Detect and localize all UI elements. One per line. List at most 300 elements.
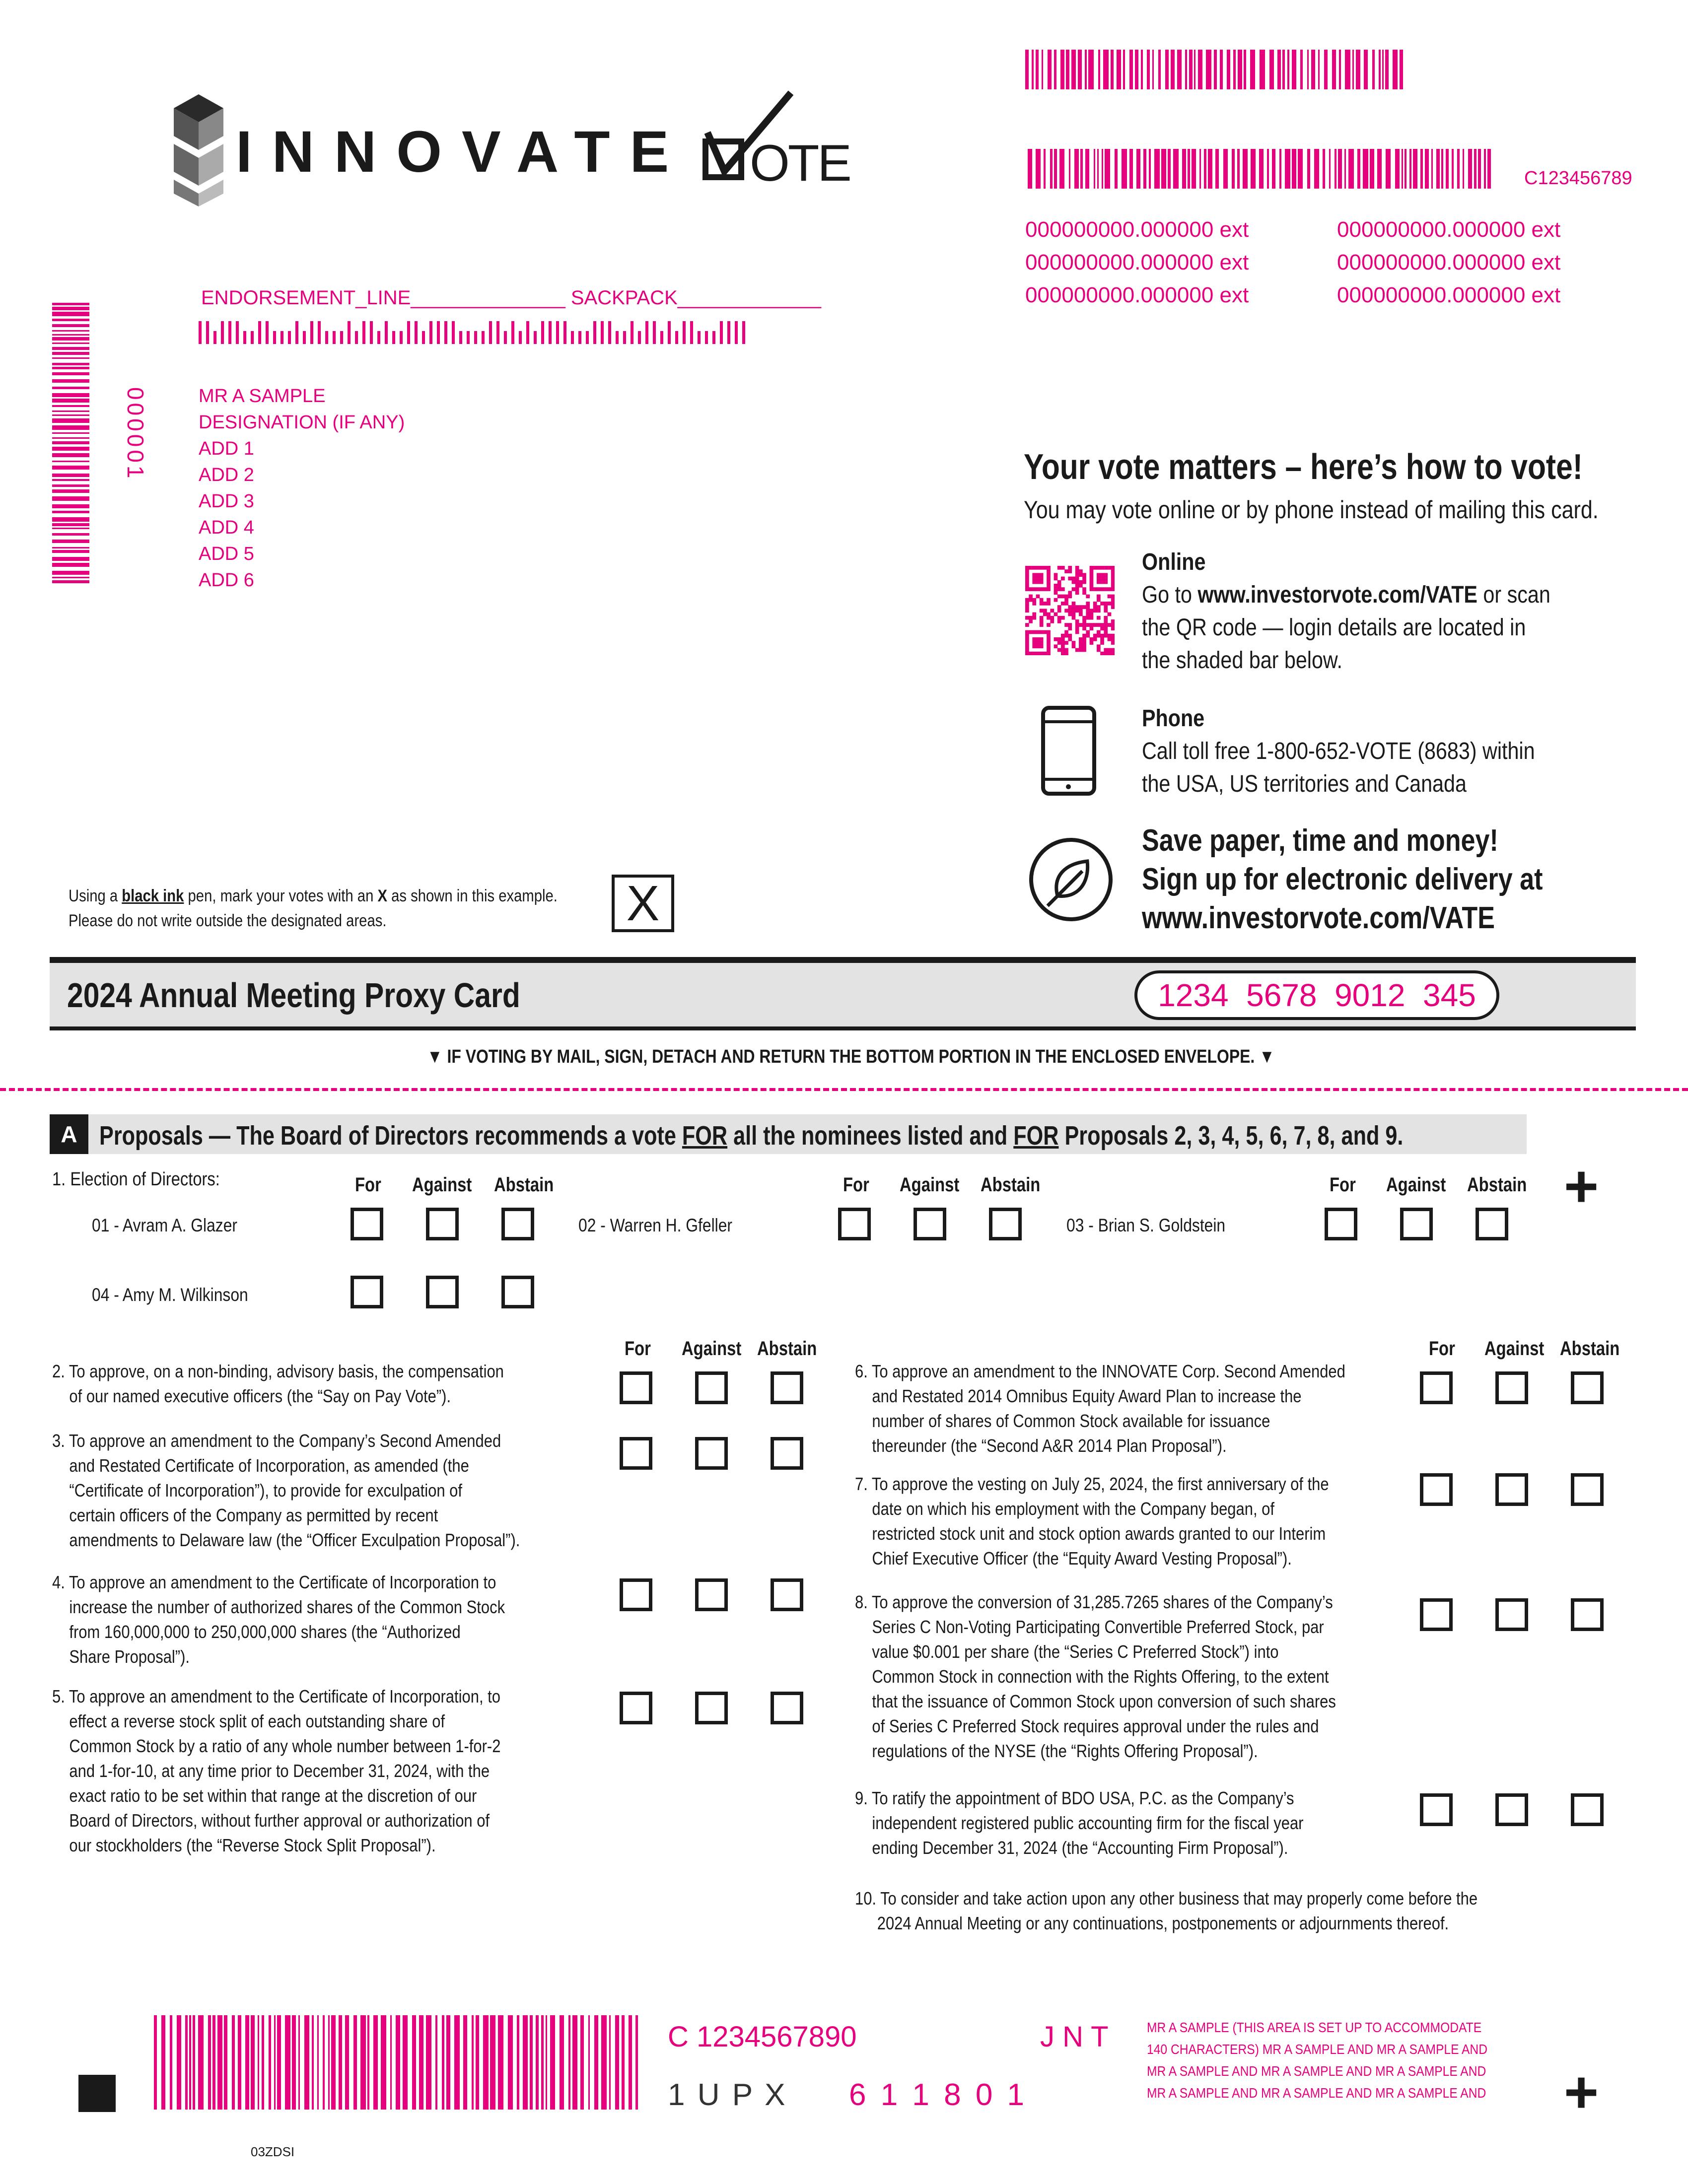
proposal-5 — [52, 1684, 543, 1858]
barcode-bar — [1032, 50, 1034, 89]
barcode-bar — [588, 2015, 590, 2110]
nominee-04-against-checkbox[interactable] — [426, 1276, 459, 1308]
barcode-bar — [1298, 149, 1303, 189]
barcode-bar — [339, 2015, 342, 2110]
nominee-02-for-checkbox[interactable] — [838, 1208, 871, 1240]
postal-bar — [675, 331, 678, 344]
qr-module — [1082, 644, 1086, 648]
proposal-line: increase the number of authorized shares of the Common Stock — [69, 1597, 505, 1617]
qr-module — [1061, 648, 1065, 652]
vertical-bar — [52, 425, 89, 430]
barcode-bar — [1468, 149, 1472, 189]
vertical-bar — [52, 496, 89, 501]
postal-bar — [504, 331, 507, 344]
vertical-bar — [52, 523, 89, 526]
qr-module — [1072, 577, 1076, 581]
proposal-line: “Certificate of Incorporation”), to provide for exculpation of — [69, 1480, 462, 1501]
barcode-bar — [1332, 50, 1336, 89]
qr-module — [1111, 626, 1115, 630]
proposal-line: date on which his employment with the Company began, of — [872, 1499, 1274, 1519]
header-against: Against — [412, 1174, 472, 1196]
postal-bar — [526, 321, 529, 344]
qr-module — [1040, 623, 1044, 627]
qr-module — [1032, 580, 1036, 584]
proposal-line: from 160,000,000 to 250,000,000 shares (the “Authorized — [69, 1622, 461, 1642]
header-for: For — [1429, 1338, 1455, 1360]
header-for: For — [355, 1174, 381, 1196]
barcode-bar — [1223, 149, 1228, 189]
title-part: Proposals 2, 3, 4, 5, 6, 7, 8, and 9. — [1058, 1121, 1404, 1151]
paper-line: Save paper, time and money! — [1142, 823, 1498, 858]
nominee-03-abstain-checkbox[interactable] — [1476, 1208, 1508, 1240]
qr-module — [1100, 580, 1104, 584]
postal-bar — [206, 321, 209, 344]
barcode-bar — [1370, 149, 1374, 189]
qr-module — [1097, 644, 1101, 648]
qr-module — [1100, 566, 1104, 570]
qr-module — [1086, 616, 1090, 620]
postal-bar — [310, 321, 313, 344]
barcode-bar — [1199, 149, 1201, 189]
proposal-5-abstain-checkbox[interactable] — [771, 1692, 803, 1724]
proposal-line: restricted stock unit and stock option awards granted to our Interim — [872, 1523, 1326, 1544]
proposal-line: thereunder (the “Second A&R 2014 Plan Proposal”). — [872, 1435, 1227, 1456]
barcode-bar — [609, 2015, 611, 2110]
barcode-bar — [1066, 50, 1069, 89]
nominee-name: 02 - Warren H. Gfeller — [578, 1215, 733, 1235]
vertical-bar — [52, 357, 89, 359]
how-to-vote-subheading: You may vote online or by phone instead of mailing this card. — [1024, 496, 1599, 524]
qr-module — [1025, 641, 1029, 645]
proposal-3-against-checkbox[interactable] — [695, 1437, 728, 1470]
vertical-bar — [52, 461, 89, 462]
postal-bar — [415, 321, 418, 344]
postal-bar — [325, 331, 328, 344]
proposal-2-for-checkbox[interactable] — [620, 1371, 652, 1404]
barcode-bar — [1115, 149, 1118, 189]
qr-module — [1108, 648, 1112, 652]
qr-module — [1075, 566, 1079, 570]
proposal-8-against-checkbox[interactable] — [1495, 1598, 1528, 1631]
barcode-bar — [1344, 149, 1346, 189]
vertical-bar — [52, 447, 89, 451]
qr-module — [1068, 634, 1072, 638]
barcode-bar — [463, 2015, 467, 2110]
barcode-bar — [1348, 149, 1354, 189]
qr-module — [1040, 637, 1044, 641]
qr-module — [1090, 584, 1094, 588]
barcode-bar — [1277, 50, 1281, 89]
barcode-bar — [1227, 50, 1230, 89]
postal-bar — [638, 331, 641, 344]
qr-module — [1032, 652, 1036, 655]
proposal-4-against-checkbox[interactable] — [695, 1578, 728, 1611]
vertical-bar — [52, 479, 89, 481]
postal-bar — [377, 331, 380, 344]
header-against: Against — [682, 1338, 742, 1360]
barcode-bar — [517, 2015, 519, 2110]
proposal-line: and Restated Certificate of Incorporation, as amended (the — [69, 1455, 469, 1476]
qr-module — [1100, 587, 1104, 591]
qr-module — [1032, 641, 1036, 645]
barcode-bar — [1478, 149, 1481, 189]
barcode-bar — [1177, 50, 1182, 89]
qr-module — [1043, 613, 1047, 616]
barcode-bar — [1025, 50, 1029, 89]
qr-module — [1079, 641, 1083, 645]
barcode-bar — [1300, 50, 1303, 89]
online-block — [1142, 546, 1550, 677]
proposal-line: Common Stock by a ratio of any whole number between 1-for-2 — [69, 1736, 501, 1756]
qr-module — [1075, 580, 1079, 584]
qr-module — [1111, 641, 1115, 645]
qr-module — [1072, 605, 1076, 609]
barcode-bar — [1436, 149, 1440, 189]
proposal-line: amendments to Delaware law (the “Officer Exculpation Proposal”). — [69, 1530, 520, 1550]
qr-module — [1108, 637, 1112, 641]
qr-module — [1040, 652, 1044, 655]
proposal-6-against-checkbox[interactable] — [1495, 1371, 1528, 1404]
proposal-9-against-checkbox[interactable] — [1495, 1793, 1528, 1826]
paper-url-link[interactable]: www.investorvote.com/VATE — [1142, 901, 1495, 935]
barcode-bar — [1379, 50, 1381, 89]
nominee-04-abstain-checkbox[interactable] — [501, 1276, 534, 1308]
proposal-5-against-checkbox[interactable] — [695, 1692, 728, 1724]
header-against: Against — [1386, 1174, 1446, 1196]
barcode-bar — [622, 2015, 625, 2110]
proposal-4-abstain-checkbox[interactable] — [771, 1578, 803, 1611]
barcode-bar — [285, 2015, 290, 2110]
barcode-bar — [426, 2015, 431, 2110]
vertical-bar — [52, 393, 89, 397]
qr-module — [1061, 637, 1065, 641]
barcode-bar — [560, 2015, 564, 2110]
postal-bar — [340, 331, 343, 344]
qr-module — [1040, 598, 1044, 602]
nominee-name: 04 - Amy M. Wilkinson — [92, 1285, 248, 1305]
postal-bar — [668, 321, 671, 344]
barcode-bar — [1060, 50, 1064, 89]
barcode-bar — [274, 2015, 276, 2110]
barcode-bar — [373, 2015, 378, 2110]
vertical-bar — [52, 410, 89, 412]
postal-bar — [511, 321, 514, 344]
title-for: FOR — [682, 1121, 728, 1151]
barcode-bar — [353, 2015, 357, 2110]
barcode-bar — [1393, 50, 1398, 89]
vertical-bar — [52, 303, 89, 305]
qr-module — [1032, 630, 1036, 634]
barcode-bar — [629, 2015, 632, 2110]
proposal-3-for-checkbox[interactable] — [620, 1437, 652, 1470]
proposal-7-for-checkbox[interactable] — [1420, 1473, 1453, 1506]
postal-bar — [690, 321, 693, 344]
barcode-bar — [304, 2015, 309, 2110]
qr-module — [1036, 644, 1040, 648]
vertical-bar — [52, 517, 89, 522]
qr-module — [1111, 587, 1115, 591]
instructions-line: Please do not write outside the designated areas. — [69, 911, 387, 930]
footer-jnt: J N T — [1040, 2021, 1109, 2053]
registration-plus-icon: + — [1564, 1153, 1599, 1220]
qr-module — [1043, 587, 1047, 591]
qr-module — [1064, 569, 1068, 573]
qr-module — [1082, 637, 1086, 641]
qr-module — [1029, 616, 1033, 620]
proposal-4-for-checkbox[interactable] — [620, 1578, 652, 1611]
qr-module — [1079, 580, 1083, 584]
barcode-bar — [1103, 50, 1109, 89]
proposal-line: 10. To consider and take action upon any other business that may properly come before the — [855, 1888, 1478, 1909]
postal-bar — [281, 331, 283, 344]
qr-module — [1090, 641, 1094, 645]
qr-module — [1108, 652, 1112, 655]
qr-module — [1025, 648, 1029, 652]
vertical-bar — [52, 337, 89, 341]
header-abstain: Abstain — [494, 1174, 554, 1196]
barcode-bar — [328, 2015, 330, 2110]
qr-module — [1068, 609, 1072, 613]
barcode-bar — [1135, 50, 1138, 89]
qr-module — [1047, 598, 1051, 602]
sample-line: MR A SAMPLE AND MR A SAMPLE AND MR A SAMPLE AND — [1147, 2063, 1486, 2079]
barcode-bar — [594, 2015, 598, 2110]
header-for: For — [843, 1174, 869, 1196]
barcode-bar — [1036, 50, 1039, 89]
barcode-bar — [1165, 50, 1169, 89]
qr-module — [1050, 619, 1054, 623]
barcode-bar — [550, 2015, 555, 2110]
qr-module — [1036, 641, 1040, 645]
barcode-bar — [476, 2015, 479, 2110]
barcode-bar — [269, 2015, 271, 2110]
postal-bar — [712, 331, 715, 344]
qr-module — [1040, 644, 1044, 648]
election-label: 1. Election of Directors: — [52, 1169, 220, 1190]
proposal-6-abstain-checkbox[interactable] — [1571, 1371, 1604, 1404]
proposal-9-for-checkbox[interactable] — [1420, 1793, 1453, 1826]
postal-bar — [563, 321, 566, 344]
qr-module — [1086, 613, 1090, 616]
postal-bar — [623, 331, 626, 344]
postal-bar — [653, 321, 656, 344]
qr-module — [1104, 605, 1108, 609]
proposal-line: 4. To approve an amendment to the Certificate of Incorporation to — [52, 1572, 496, 1592]
proposal-5-for-checkbox[interactable] — [620, 1692, 652, 1724]
postal-bar — [266, 321, 269, 344]
qr-module — [1090, 609, 1094, 613]
proposal-6-for-checkbox[interactable] — [1420, 1371, 1453, 1404]
qr-module — [1104, 577, 1108, 581]
barcode-bar — [185, 2015, 188, 2110]
proposal-line: ending December 31, 2024 (the “Accounting Firm Proposal”). — [872, 1838, 1288, 1858]
section-a-letter: A — [61, 1121, 77, 1147]
qr-module — [1036, 637, 1040, 641]
postal-bar — [608, 321, 611, 344]
barcode-bar — [1220, 50, 1223, 89]
nominee-03-against-checkbox[interactable] — [1400, 1208, 1433, 1240]
phone-icon — [1040, 705, 1097, 797]
postal-bar — [631, 321, 633, 344]
nominee-02-abstain-checkbox[interactable] — [989, 1208, 1022, 1240]
barcode-bar — [1272, 149, 1275, 189]
barcode-bar — [403, 2015, 408, 2110]
barcode-bar — [292, 2015, 296, 2110]
proposal-9 — [855, 1786, 1410, 1860]
qr-module — [1090, 637, 1094, 641]
qr-module — [1111, 648, 1115, 652]
qr-module — [1104, 580, 1108, 584]
barcode-bar — [198, 2015, 204, 2110]
qr-module — [1025, 584, 1029, 588]
barcode-bar — [1292, 50, 1296, 89]
qr-module — [1054, 587, 1058, 591]
qr-module — [1047, 637, 1051, 641]
phone-line: the USA, US territories and Canada — [1142, 771, 1467, 797]
proposal-line: 9. To ratify the appointment of BDO USA, P.C. as the Company’s — [855, 1788, 1294, 1808]
barcode-bar — [1363, 149, 1368, 189]
qr-module — [1068, 613, 1072, 616]
proposal-8-for-checkbox[interactable] — [1420, 1598, 1453, 1631]
qr-module — [1064, 609, 1068, 613]
barcode-bar — [367, 2015, 369, 2110]
barcode-bar — [1405, 149, 1407, 189]
barcode-bar — [1357, 149, 1360, 189]
instr-x: X — [377, 887, 387, 905]
barcode-bar — [1152, 50, 1154, 89]
barcode-bar — [1208, 149, 1212, 189]
qr-module — [1050, 616, 1054, 620]
postal-bar — [720, 321, 723, 344]
nominee-01-abstain-checkbox[interactable] — [501, 1208, 534, 1240]
qr-module — [1040, 630, 1044, 634]
barcode-bar — [1233, 50, 1236, 89]
qr-module — [1054, 591, 1058, 595]
address-line: ADD 4 — [199, 517, 254, 538]
qr-module — [1057, 566, 1061, 570]
barcode-bar — [1129, 50, 1133, 89]
footer-sample-block — [1147, 2017, 1487, 2104]
qr-module — [1082, 577, 1086, 581]
barcode-bar — [312, 2015, 314, 2110]
qr-module — [1075, 591, 1079, 595]
qr-module — [1047, 577, 1051, 581]
vertical-bar — [52, 571, 89, 575]
qr-module — [1090, 623, 1094, 627]
barcode-bar — [1487, 149, 1491, 189]
title-part: all the nominees listed and — [727, 1121, 1014, 1151]
postal-bar — [698, 331, 701, 344]
qr-module — [1057, 584, 1061, 588]
qr-module — [1111, 566, 1115, 570]
qr-module — [1025, 630, 1029, 634]
barcode-bar — [442, 2015, 444, 2110]
detach-instruction: ▼ IF VOTING BY MAIL, SIGN, DETACH AND RETURN THE BOTTOM PORTION IN THE ENCLOSED ENVELOPE. ▼ — [427, 1046, 1275, 1067]
qr-module — [1061, 634, 1065, 638]
qr-module — [1025, 573, 1029, 577]
login-code: 1234 5678 9012 345 — [1158, 977, 1476, 1013]
sample-line: 140 CHARACTERS) MR A SAMPLE AND MR A SAMPLE AND — [1147, 2042, 1488, 2057]
postal-bar — [251, 331, 254, 344]
nominee-01-against-checkbox[interactable] — [426, 1208, 459, 1240]
section-a-title — [99, 1120, 1403, 1151]
proposal-line: and Restated 2014 Omnibus Equity Award Plan to increase the — [872, 1386, 1302, 1406]
barcode-bar — [1413, 149, 1417, 189]
postal-bar — [429, 321, 432, 344]
postal-bar — [735, 321, 738, 344]
qr-module — [1029, 587, 1033, 591]
proposal-3-abstain-checkbox[interactable] — [771, 1437, 803, 1470]
proposal-line: 5. To approve an amendment to the Certificate of Incorporation, to — [52, 1686, 500, 1706]
barcode-control — [1028, 149, 1499, 189]
footer-control: C 1234567890 — [668, 2021, 857, 2053]
proposal-7-against-checkbox[interactable] — [1495, 1473, 1528, 1506]
barcode-bar — [1243, 149, 1248, 189]
vertical-bar — [52, 453, 89, 457]
qr-module — [1032, 644, 1036, 648]
nominee-03-for-checkbox[interactable] — [1325, 1208, 1357, 1240]
vertical-bar — [52, 441, 89, 444]
header-abstain: Abstain — [1560, 1338, 1620, 1360]
proposal-2-abstain-checkbox[interactable] — [771, 1371, 803, 1404]
barcode-bar — [1425, 149, 1429, 189]
postal-bar — [705, 331, 708, 344]
qr-module — [1043, 602, 1047, 606]
qr-module — [1040, 641, 1044, 645]
barcode-bar — [1409, 149, 1411, 189]
nominee-01-for-checkbox[interactable] — [351, 1208, 383, 1240]
barcode-bar — [1204, 149, 1206, 189]
barcode-bar — [1420, 149, 1423, 189]
proposal-2-against-checkbox[interactable] — [695, 1371, 728, 1404]
proposal-line: 2024 Annual Meeting or any continuations, postponements or adjournments thereof. — [877, 1913, 1449, 1933]
postal-bar — [452, 321, 455, 344]
barcode-bar — [1338, 149, 1342, 189]
barcode-bar — [1385, 50, 1389, 89]
qr-module — [1104, 619, 1108, 623]
nominee-02-against-checkbox[interactable] — [914, 1208, 946, 1240]
postal-bar — [437, 321, 440, 344]
proposal-line: exact ratio to be set within that range at the discretion of our — [69, 1785, 477, 1806]
qr-module — [1104, 623, 1108, 627]
barcode-bar — [1158, 50, 1161, 89]
postal-bar — [742, 321, 745, 344]
qr-module — [1047, 602, 1051, 606]
barcode-bar — [154, 2015, 157, 2110]
barcode-bar — [245, 2015, 249, 2110]
barcode-bar — [1117, 50, 1121, 89]
qr-module — [1054, 637, 1058, 641]
barcode-bar — [1188, 149, 1190, 189]
proposal-8-abstain-checkbox[interactable] — [1571, 1598, 1604, 1631]
vertical-bar — [52, 399, 89, 403]
address-line: DESIGNATION (IF ANY) — [199, 412, 405, 433]
qr-module — [1043, 630, 1047, 634]
qr-module — [1025, 569, 1029, 573]
barcode-bar — [277, 2015, 281, 2110]
proposal-7-abstain-checkbox[interactable] — [1571, 1473, 1604, 1506]
qr-module — [1068, 626, 1072, 630]
qr-module — [1068, 605, 1072, 609]
qr-module — [1025, 580, 1029, 584]
proposal-line: Chief Executive Officer (the “Equity Award Vesting Proposal”). — [872, 1548, 1292, 1569]
qr-module — [1090, 616, 1094, 620]
online-url-link[interactable]: www.investorvote.com/VATE — [1197, 582, 1477, 608]
postal-bar — [243, 331, 246, 344]
qr-module — [1082, 619, 1086, 623]
nominee-04-for-checkbox[interactable] — [351, 1276, 383, 1308]
proposal-9-abstain-checkbox[interactable] — [1571, 1793, 1604, 1826]
